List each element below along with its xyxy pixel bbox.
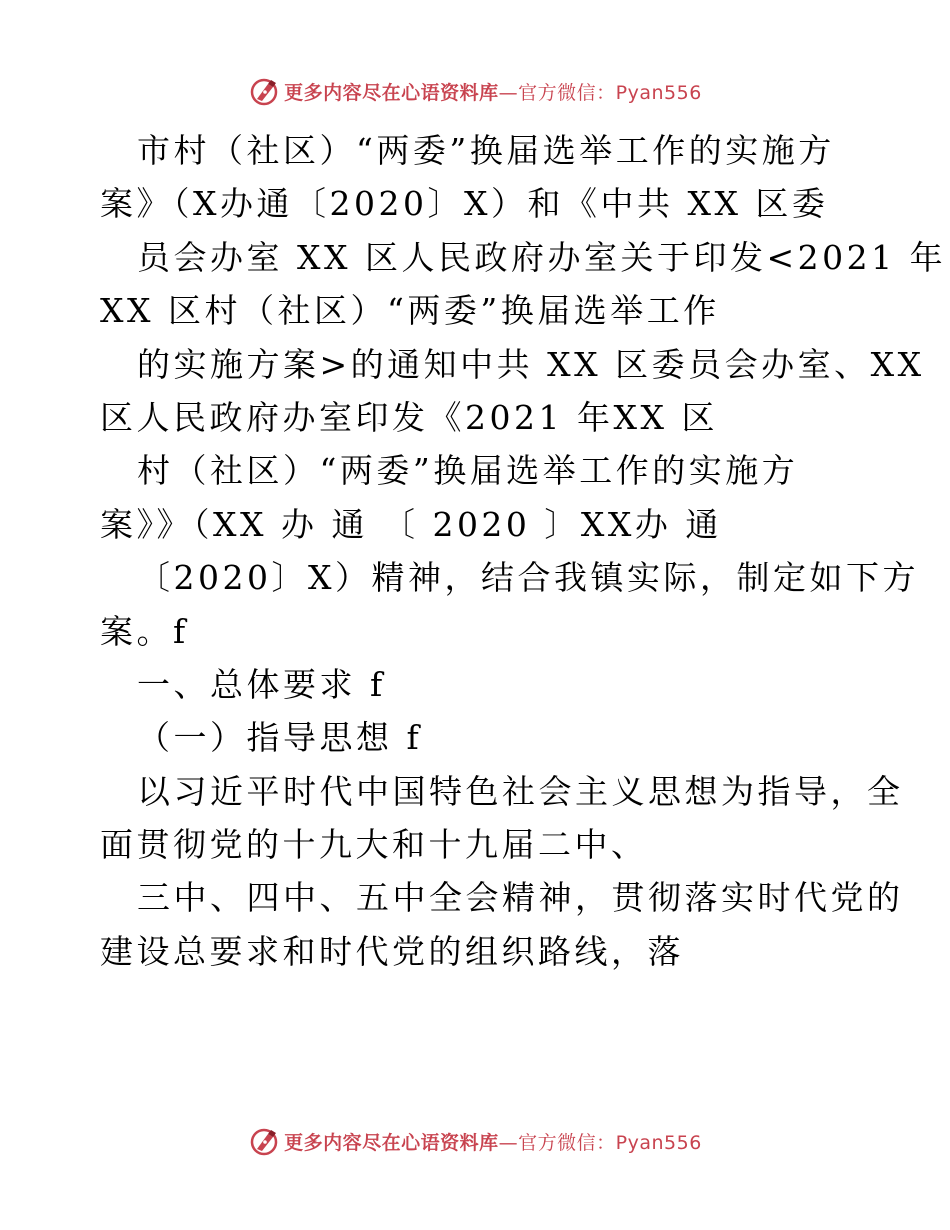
text-line: 建设总要求和时代党的组织路线，落 [100, 931, 684, 971]
text-line: XX 区村（社区）“两委”换届选举工作 [100, 291, 720, 331]
text-line: 员会办室 XX 区人民政府办室关于印发<2021 年 [137, 237, 947, 277]
header-watermark [0, 71, 950, 111]
text-line: 的实施方案>的通知中共 XX 区委员会办室、XX [137, 344, 925, 384]
watermark-brand: 更多内容尽在心语资料库 [284, 81, 499, 104]
text-line: 村（社区）“两委”换届选举工作的实施方 [137, 451, 799, 491]
pen-nib-circle-icon [248, 75, 280, 107]
text-line: 以习近平时代中国特色社会主义思想为指导，全 [137, 771, 904, 811]
text-line: 三中、四中、五中全会精神，贯彻落实时代党的 [137, 878, 904, 918]
section-heading: 一、总体要求 f [137, 664, 386, 704]
watermark-contact: —官方微信：Pyan556 [498, 81, 702, 104]
text-line: 面贯彻党的十九大和十九届二中、 [100, 825, 648, 865]
text-line: 案》（X办通〔2020〕X）和《中共 XX 区委 [100, 184, 829, 224]
text-line: 区人民政府办室印发《2021 年XX 区 [100, 397, 718, 437]
text-line: 市村（社区）“两委”换届选举工作的实施方 [137, 131, 835, 170]
document-body [100, 124, 947, 978]
text-line: 案。f [100, 611, 189, 651]
pen-nib-circle-icon [248, 1125, 280, 1157]
watermark-contact: —官方微信：Pyan556 [498, 1131, 702, 1154]
watermark-brand: 更多内容尽在心语资料库 [284, 1131, 499, 1154]
text-line: 案》》（XX 办 通 〔 2020 〕XX办 通 [100, 504, 722, 544]
subsection-heading: （一）指导思想 f [137, 718, 423, 758]
footer-watermark [0, 1121, 950, 1161]
text-line: 〔2020〕X）精神，结合我镇实际，制定如下方 [137, 558, 919, 598]
